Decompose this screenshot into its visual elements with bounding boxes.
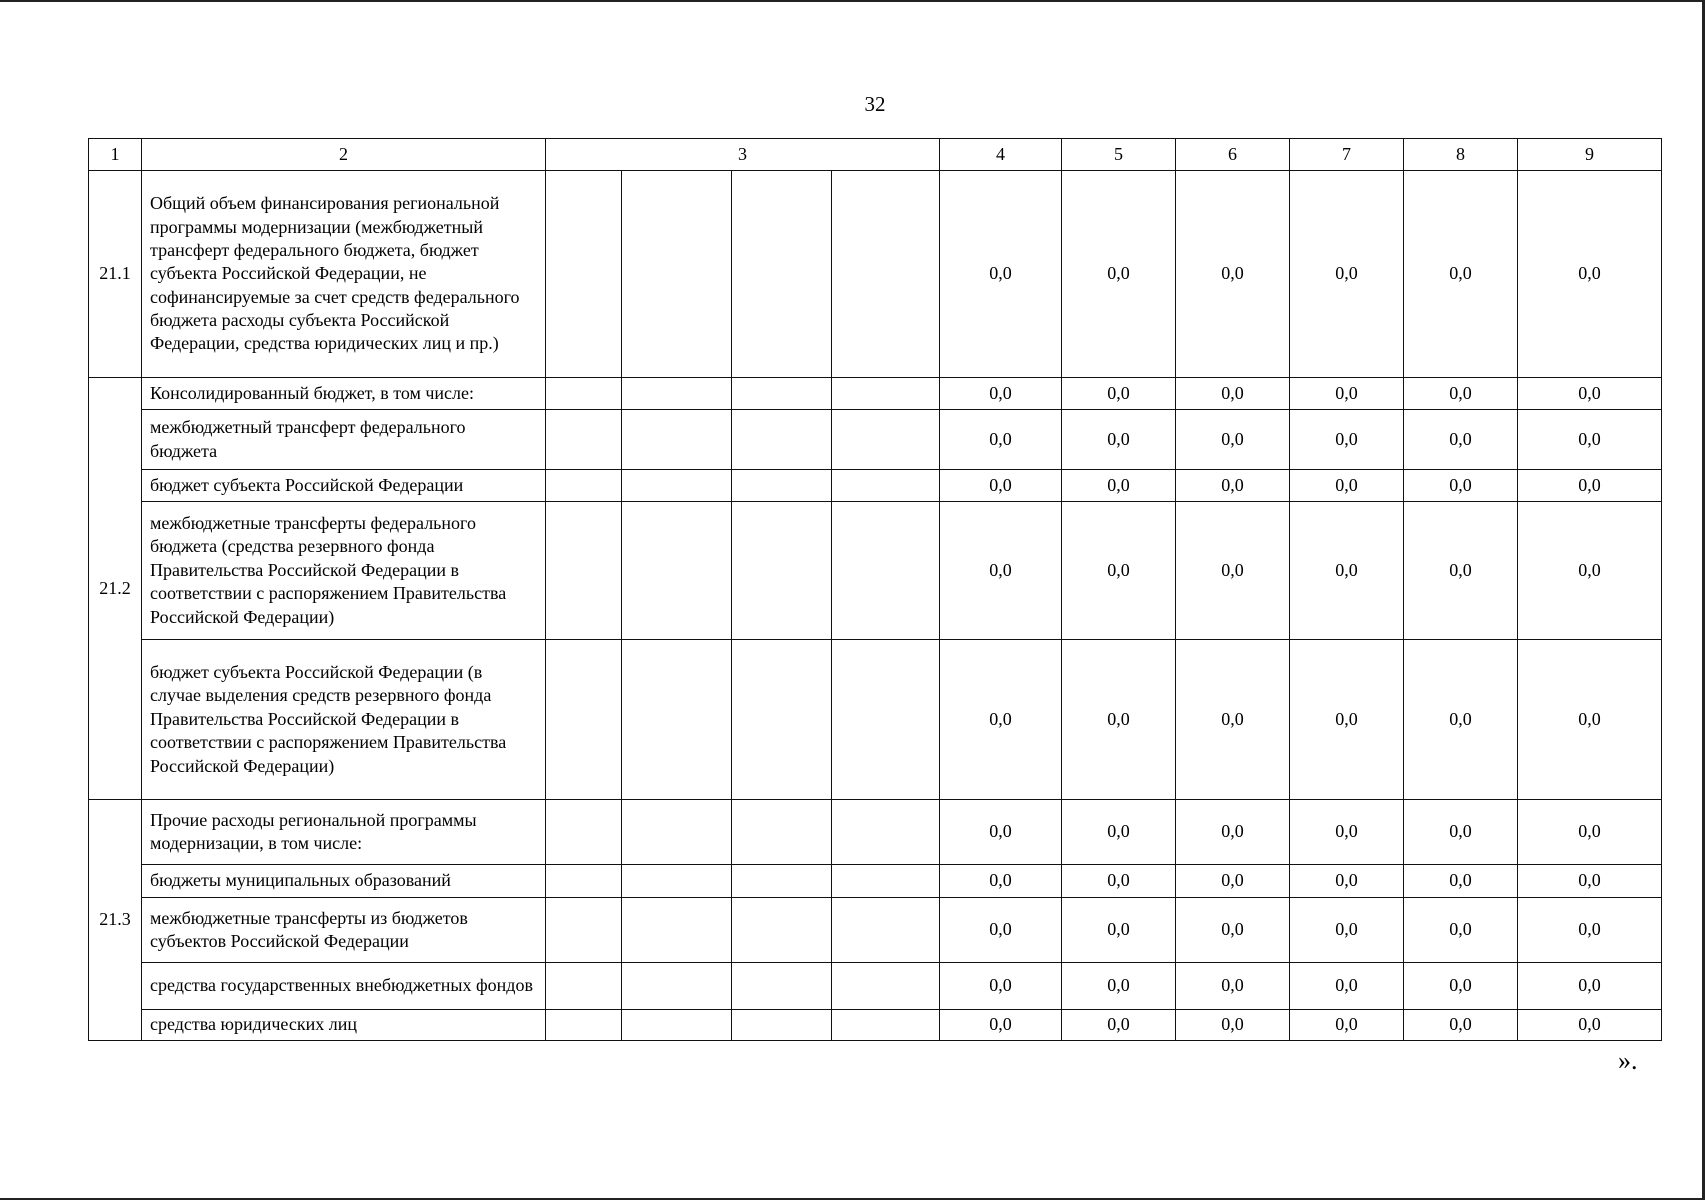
- table-row: [89, 1010, 1662, 1041]
- empty-cell: [546, 1010, 622, 1041]
- value-cell: 0,0: [1290, 640, 1404, 800]
- value-cell: 0,0: [1290, 1010, 1404, 1041]
- value-cell: 0,0: [1062, 410, 1176, 470]
- value-cell: 0,0: [1290, 800, 1404, 865]
- value-cell: 0,0: [1176, 378, 1290, 410]
- empty-cell: [832, 963, 940, 1010]
- row-label: средства государственных внебюджетных фондов: [142, 963, 546, 1010]
- empty-cell: [832, 640, 940, 800]
- value-cell: 0,0: [1290, 470, 1404, 502]
- row-label: бюджет субъекта Российской Федерации (в случае выделения средств резервного фонда Правительства Российской Федерации в соответствии с распоряжением Правительства Российской Федерации): [142, 640, 546, 800]
- empty-cell: [622, 865, 732, 898]
- empty-cell: [622, 470, 732, 502]
- value-cell: 0,0: [1062, 865, 1176, 898]
- empty-cell: [622, 502, 732, 640]
- value-cell: 0,0: [1176, 171, 1290, 378]
- value-cell: 0,0: [1518, 898, 1662, 963]
- value-cell: 0,0: [1062, 1010, 1176, 1041]
- value-cell: 0,0: [940, 1010, 1062, 1041]
- value-cell: 0,0: [1062, 378, 1176, 410]
- page-border-top: [0, 0, 1705, 2]
- empty-cell: [832, 171, 940, 378]
- value-cell: 0,0: [1404, 378, 1518, 410]
- table-row: [89, 865, 1662, 898]
- value-cell: 0,0: [1176, 410, 1290, 470]
- value-cell: 0,0: [1518, 470, 1662, 502]
- value-cell: 0,0: [1404, 865, 1518, 898]
- value-cell: 0,0: [1176, 898, 1290, 963]
- row-label: Прочие расходы региональной программы модернизации, в том числе:: [142, 800, 546, 865]
- header-cell-1: 1: [89, 139, 142, 171]
- table-row: [89, 898, 1662, 963]
- value-cell: 0,0: [1062, 963, 1176, 1010]
- value-cell: 0,0: [1176, 800, 1290, 865]
- empty-cell: [832, 898, 940, 963]
- row-label: межбюджетные трансферты из бюджетов субъектов Российской Федерации: [142, 898, 546, 963]
- value-cell: 0,0: [1518, 640, 1662, 800]
- table-row: [89, 640, 1662, 800]
- section-number: 21.1: [89, 171, 142, 378]
- row-label: средства юридических лиц: [142, 1010, 546, 1041]
- value-cell: 0,0: [1062, 800, 1176, 865]
- empty-cell: [732, 470, 832, 502]
- empty-cell: [832, 470, 940, 502]
- value-cell: 0,0: [1290, 171, 1404, 378]
- empty-cell: [732, 640, 832, 800]
- empty-cell: [546, 171, 622, 378]
- value-cell: 0,0: [1404, 502, 1518, 640]
- empty-cell: [622, 963, 732, 1010]
- value-cell: 0,0: [1290, 378, 1404, 410]
- header-cell-7: 7: [1290, 139, 1404, 171]
- empty-cell: [732, 410, 832, 470]
- empty-cell: [732, 800, 832, 865]
- value-cell: 0,0: [1290, 865, 1404, 898]
- value-cell: 0,0: [940, 410, 1062, 470]
- header-cell-3: 3: [546, 139, 940, 171]
- empty-cell: [546, 640, 622, 800]
- value-cell: 0,0: [1062, 171, 1176, 378]
- empty-cell: [732, 502, 832, 640]
- value-cell: 0,0: [1062, 898, 1176, 963]
- table-row: [89, 800, 1662, 865]
- value-cell: 0,0: [1176, 963, 1290, 1010]
- empty-cell: [732, 898, 832, 963]
- empty-cell: [622, 410, 732, 470]
- value-cell: 0,0: [940, 898, 1062, 963]
- value-cell: 0,0: [1062, 470, 1176, 502]
- value-cell: 0,0: [940, 378, 1062, 410]
- empty-cell: [546, 502, 622, 640]
- value-cell: 0,0: [1176, 470, 1290, 502]
- value-cell: 0,0: [1518, 865, 1662, 898]
- value-cell: 0,0: [1404, 963, 1518, 1010]
- section-number: 21.3: [89, 800, 142, 1041]
- value-cell: 0,0: [940, 470, 1062, 502]
- table-row: [89, 410, 1662, 470]
- value-cell: 0,0: [940, 502, 1062, 640]
- value-cell: 0,0: [1290, 410, 1404, 470]
- value-cell: 0,0: [1404, 410, 1518, 470]
- empty-cell: [832, 410, 940, 470]
- closing-quote-mark: ».: [1618, 1046, 1638, 1075]
- empty-cell: [546, 898, 622, 963]
- value-cell: 0,0: [940, 640, 1062, 800]
- empty-cell: [622, 378, 732, 410]
- header-row: [89, 139, 1662, 171]
- value-cell: 0,0: [1062, 502, 1176, 640]
- value-cell: 0,0: [1404, 800, 1518, 865]
- empty-cell: [732, 378, 832, 410]
- section-number: 21.2: [89, 378, 142, 800]
- empty-cell: [546, 963, 622, 1010]
- value-cell: 0,0: [1404, 470, 1518, 502]
- empty-cell: [546, 470, 622, 502]
- empty-cell: [732, 865, 832, 898]
- table-row: [89, 470, 1662, 502]
- value-cell: 0,0: [1518, 1010, 1662, 1041]
- value-cell: 0,0: [1290, 502, 1404, 640]
- value-cell: 0,0: [1290, 898, 1404, 963]
- table-row: [89, 171, 1662, 378]
- value-cell: 0,0: [1518, 410, 1662, 470]
- empty-cell: [622, 1010, 732, 1041]
- value-cell: 0,0: [1062, 640, 1176, 800]
- empty-cell: [832, 1010, 940, 1041]
- row-label: Консолидированный бюджет, в том числе:: [142, 378, 546, 410]
- row-label: Общий объем финансирования региональной программы модернизации (межбюджетный трансферт федерального бюджета, бюджет субъекта Российской Федерации, не софинансируемые за счет средств федерального бюджета расходы субъекта Российской Федерации, средства юридических лиц и пр.): [142, 171, 546, 378]
- financing-table: [88, 138, 1662, 1041]
- empty-cell: [546, 378, 622, 410]
- value-cell: 0,0: [1404, 640, 1518, 800]
- row-label: межбюджетный трансферт федерального бюджета: [142, 410, 546, 470]
- page-number: 32: [864, 92, 886, 116]
- empty-cell: [622, 800, 732, 865]
- empty-cell: [622, 171, 732, 378]
- value-cell: 0,0: [1404, 171, 1518, 378]
- table-row: [89, 963, 1662, 1010]
- empty-cell: [622, 898, 732, 963]
- empty-cell: [832, 865, 940, 898]
- row-label: бюджеты муниципальных образований: [142, 865, 546, 898]
- header-cell-5: 5: [1062, 139, 1176, 171]
- value-cell: 0,0: [940, 171, 1062, 378]
- empty-cell: [622, 640, 732, 800]
- value-cell: 0,0: [940, 963, 1062, 1010]
- empty-cell: [732, 171, 832, 378]
- header-cell-6: 6: [1176, 139, 1290, 171]
- value-cell: 0,0: [1518, 963, 1662, 1010]
- value-cell: 0,0: [1518, 378, 1662, 410]
- value-cell: 0,0: [1404, 1010, 1518, 1041]
- table-row: [89, 502, 1662, 640]
- header-cell-8: 8: [1404, 139, 1518, 171]
- value-cell: 0,0: [1404, 898, 1518, 963]
- value-cell: 0,0: [1518, 171, 1662, 378]
- value-cell: 0,0: [1518, 800, 1662, 865]
- value-cell: 0,0: [1176, 502, 1290, 640]
- empty-cell: [732, 963, 832, 1010]
- empty-cell: [832, 378, 940, 410]
- empty-cell: [732, 1010, 832, 1041]
- row-label: бюджет субъекта Российской Федерации: [142, 470, 546, 502]
- header-cell-4: 4: [940, 139, 1062, 171]
- empty-cell: [546, 410, 622, 470]
- empty-cell: [546, 865, 622, 898]
- empty-cell: [546, 800, 622, 865]
- header-cell-2: 2: [142, 139, 546, 171]
- value-cell: 0,0: [1176, 865, 1290, 898]
- value-cell: 0,0: [940, 800, 1062, 865]
- value-cell: 0,0: [940, 865, 1062, 898]
- empty-cell: [832, 800, 940, 865]
- row-label: межбюджетные трансферты федерального бюджета (средства резервного фонда Правительства Российской Федерации в соответствии с распоряжением Правительства Российской Федерации): [142, 502, 546, 640]
- header-cell-9: 9: [1518, 139, 1662, 171]
- value-cell: 0,0: [1176, 1010, 1290, 1041]
- empty-cell: [832, 502, 940, 640]
- value-cell: 0,0: [1518, 502, 1662, 640]
- table-row: [89, 378, 1662, 410]
- value-cell: 0,0: [1290, 963, 1404, 1010]
- value-cell: 0,0: [1176, 640, 1290, 800]
